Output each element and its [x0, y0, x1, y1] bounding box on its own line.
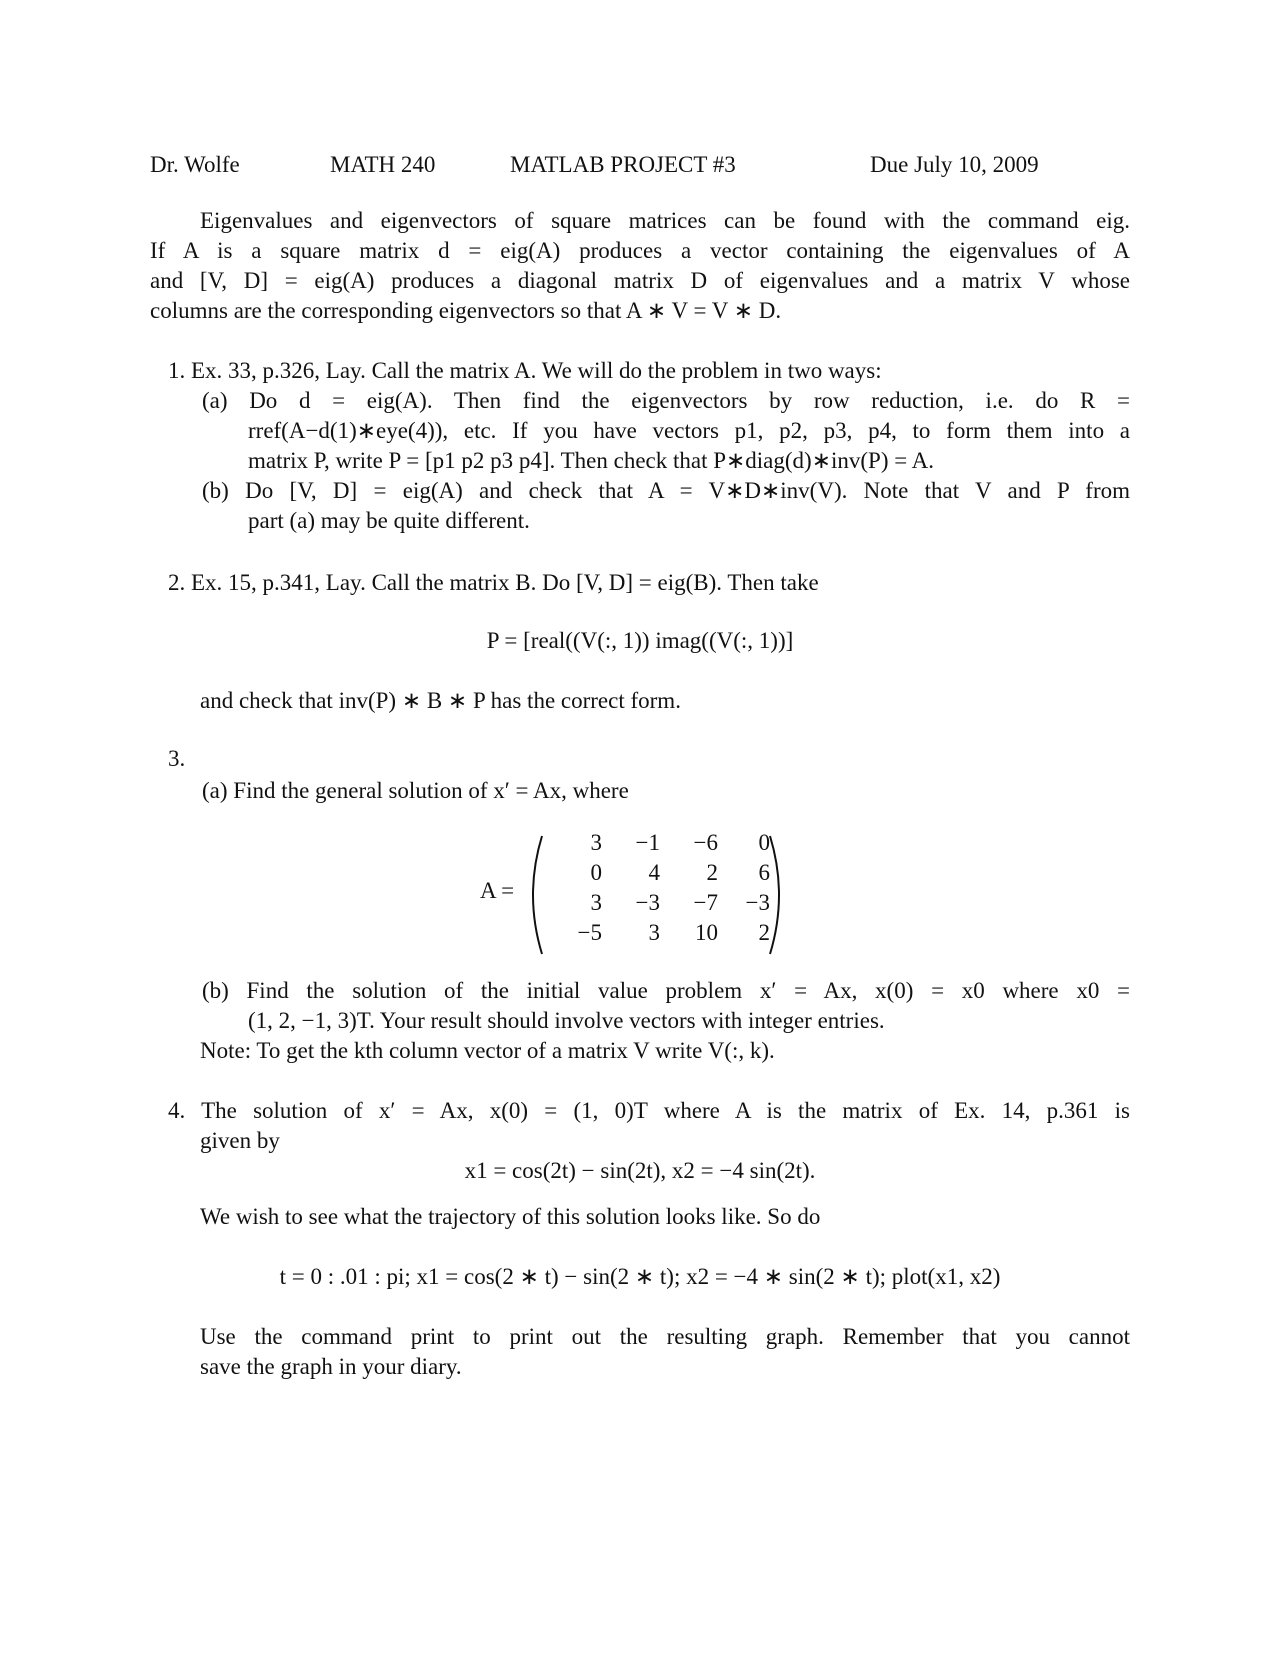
problem-1b-line-1: (b) Do [V, D] = eig(A) and check that A = V∗D∗inv(V). Note that V and P from — [202, 478, 1130, 503]
matrix-cell-r4-c2: 3 — [648, 920, 660, 945]
matrix-cell-r4-c3: 10 — [695, 920, 718, 945]
matrix-cell-r3-c2: −3 — [635, 890, 660, 915]
matrix-cell-r1-c2: −1 — [635, 830, 660, 855]
problem-1a-line-2: rref(A−d(1)∗eye(4)), etc. If you have vectors p1, p2, p3, p4, to form them into a — [248, 418, 1130, 443]
problem-3b-line-1: (b) Find the solution of the initial value problem x′ = Ax, x(0) = x0 where x0 = — [202, 978, 1130, 1003]
header — [150, 150, 1130, 180]
problem-4-print-line-1: Use the command print to print out the resulting graph. Remember that you cannot — [200, 1324, 1130, 1349]
problem-4-given-by: given by — [200, 1128, 280, 1153]
header-due: Due July 10, 2009 — [870, 152, 1039, 177]
matrix-cell-r1-c3: −6 — [693, 830, 718, 855]
intro-line-2: If A is a square matrix d = eig(A) produces a vector containing the eigenvalues of A — [150, 238, 1130, 263]
problem-3a-text: (a) Find the general solution of x′ = Ax, where — [202, 778, 629, 803]
matrix-cell-r2-c2: 4 — [648, 860, 660, 885]
problem-4-heading: 4. The solution of x′ = Ax, x(0) = (1, 0)T where A is the matrix of Ex. 14, p.361 is — [168, 1098, 1130, 1123]
problem-1a-line-1: (a) Do d = eig(A). Then find the eigenvectors by row reduction, i.e. do R = — [202, 388, 1130, 413]
problem-2-formula: P = [real((V(:, 1)) imag((V(:, 1))] — [486, 628, 794, 653]
matrix-cell-r3-c4: −3 — [745, 890, 770, 915]
matrix-cell-r4-c1: −5 — [577, 920, 602, 945]
problem-3-number: 3. — [168, 746, 186, 771]
intro-line-4: columns are the corresponding eigenvectors so that A ∗ V = V ∗ D. — [150, 298, 782, 323]
header-author: Dr. Wolfe — [150, 152, 240, 177]
matrix-cell-r1-c4: 0 — [758, 830, 770, 855]
problem-1b-line-2: part (a) may be quite different. — [248, 508, 530, 533]
header-course: MATH 240 — [330, 152, 436, 177]
problem-1a-line-3: matrix P, write P = [p1 p2 p3 p4]. Then check that P∗diag(d)∗inv(P) = A. — [248, 448, 935, 473]
problem-4-trajectory-text: We wish to see what the trajectory of this solution looks like. So do — [200, 1204, 821, 1229]
matrix-a-label: A = — [480, 878, 515, 903]
matrix-cell-r2-c3: 2 — [706, 860, 718, 885]
problem-4-matlab-code: t = 0 : .01 : pi; x1 = cos(2 ∗ t) − sin(2 ∗ t); x2 = −4 ∗ sin(2 ∗ t); plot(x1, x2) — [279, 1264, 1001, 1289]
header-project: MATLAB PROJECT #3 — [510, 152, 736, 177]
problem-3-note: Note: To get the kth column vector of a matrix V write V(:, k). — [200, 1038, 775, 1063]
matrix-a — [480, 830, 800, 960]
problem-4-print-line-2: save the graph in your diary. — [200, 1354, 462, 1379]
problem-4-solution-equation: x1 = cos(2t) − sin(2t), x2 = −4 sin(2t). — [464, 1158, 816, 1183]
intro-line-1: Eigenvalues and eigenvectors of square matrices can be found with the command eig. — [200, 208, 1130, 233]
intro-line-3: and [V, D] = eig(A) produces a diagonal matrix D of eigenvalues and a matrix V whose — [150, 268, 1130, 293]
matrix-cell-r1-c1: 3 — [590, 830, 602, 855]
problem-1-heading: 1. Ex. 33, p.326, Lay. Call the matrix A. We will do the problem in two ways: — [168, 358, 882, 383]
matrix-cell-r2-c4: 6 — [758, 860, 770, 885]
problem-3b-line-2: (1, 2, −1, 3)T. Your result should involve vectors with integer entries. — [248, 1008, 885, 1033]
matrix-cell-r4-c4: 2 — [758, 920, 770, 945]
matrix-cell-r3-c1: 3 — [590, 890, 602, 915]
matrix-cell-r3-c3: −7 — [693, 890, 718, 915]
matrix-cell-r2-c1: 0 — [590, 860, 602, 885]
problem-2-check: and check that inv(P) ∗ B ∗ P has the correct form. — [200, 688, 681, 713]
problem-2-heading: 2. Ex. 15, p.341, Lay. Call the matrix B. Do [V, D] = eig(B). Then take — [168, 570, 819, 595]
